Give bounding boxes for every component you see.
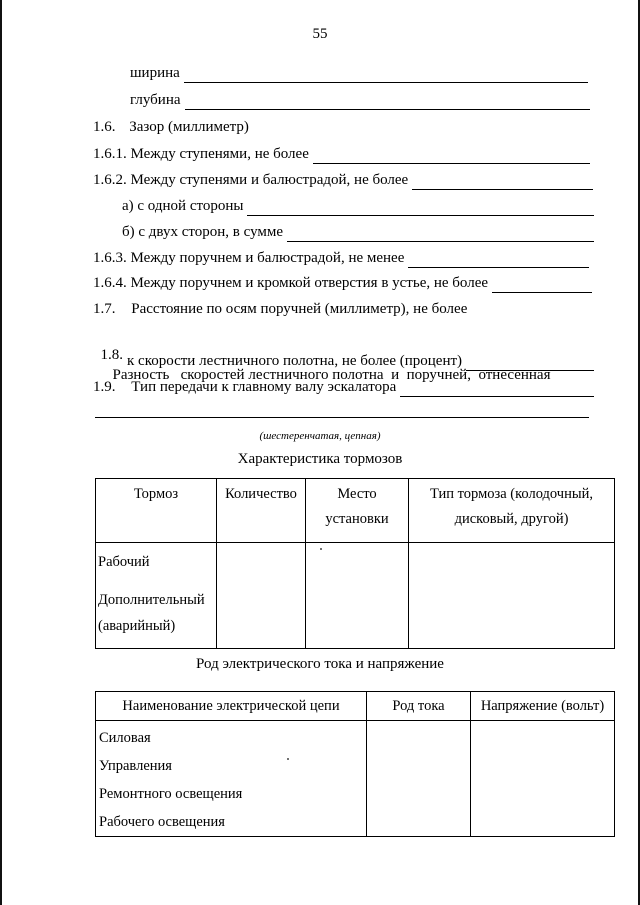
scan-speck	[320, 548, 322, 550]
drive-type-label	[93, 377, 396, 397]
gap-handrail-opening-field	[93, 273, 592, 293]
gap-steps-balustrade-label: 1.6.2. Между ступенями и балюстрадой, не более	[93, 172, 409, 188]
brakes-count-cell[interactable]	[217, 543, 306, 649]
axis-distance-number: 1.7.	[93, 301, 116, 317]
electric-row-work-lighting: Рабочего освещения	[99, 814, 225, 830]
one-side-input-line[interactable]	[247, 201, 594, 216]
one-side-label: а) с одной стороны	[122, 198, 244, 214]
gap-handrail-balustrade-label: 1.6.3. Между поручнем и балюстрадой, не менее	[93, 250, 405, 266]
brakes-table-title: Характеристика тормозов	[237, 451, 403, 467]
gap-number: 1.6.	[93, 119, 116, 135]
gap-steps-input-line[interactable]	[313, 149, 590, 164]
brakes-location-cell[interactable]	[306, 543, 409, 649]
brakes-header-count: Количество	[217, 479, 306, 543]
brakes-type-cell[interactable]	[409, 543, 615, 649]
two-sides-input-line[interactable]	[287, 227, 594, 242]
gap-handrail-opening-label: 1.6.4. Между поручнем и кромкой отверстия в устье, не более	[93, 275, 489, 291]
table-row	[96, 721, 615, 837]
table-row	[96, 543, 615, 649]
depth-input-line[interactable]	[185, 95, 590, 110]
gap-title: Зазор (миллиметр)	[129, 119, 249, 135]
gap-steps-balustrade-input-line[interactable]	[412, 175, 593, 190]
electric-current-cell[interactable]	[367, 721, 471, 837]
electric-voltage-cell[interactable]	[471, 721, 615, 837]
electric-header-voltage: Напряжение (вольт)	[471, 692, 615, 721]
drive-type-extra-line[interactable]	[95, 417, 589, 418]
depth-label: глубина	[130, 92, 181, 108]
gap-handrail-balustrade-field	[93, 248, 589, 268]
electric-row-control: Управления	[99, 758, 172, 774]
electric-header-circuit: Наименование электрической цепи	[96, 692, 367, 721]
gap-heading	[93, 117, 249, 137]
electric-table	[95, 691, 615, 837]
electric-header-current: Род тока	[367, 692, 471, 721]
speed-diff-number: 1.8.	[100, 347, 123, 363]
gap-handrail-opening-input-line[interactable]	[492, 278, 592, 293]
electric-row-power: Силовая	[99, 730, 151, 746]
speed-diff-field	[127, 351, 594, 371]
drive-type-text: Тип передачи к главному валу эскалатора	[131, 379, 397, 395]
width-label: ширина	[130, 65, 180, 81]
speed-diff-input-line[interactable]	[466, 356, 594, 371]
gap-steps-balustrade-field	[93, 170, 593, 190]
brakes-header-type: Тип тормоза (колодочный, дисковый, другой)	[409, 479, 615, 543]
width-input-line[interactable]	[184, 68, 588, 83]
gap-handrail-balustrade-input-line[interactable]	[408, 253, 589, 268]
one-side-field	[122, 196, 594, 216]
electric-names-cell	[96, 721, 367, 837]
scan-speck	[287, 758, 289, 760]
brakes-row-additional: Дополнительный (аварийный)	[98, 592, 205, 634]
brakes-table	[95, 478, 615, 649]
two-sides-field	[122, 222, 594, 242]
drive-type-note: (шестеренчатая, цепная)	[259, 430, 381, 442]
electric-table-title: Род электрического тока и напряжение	[196, 656, 444, 672]
width-field	[130, 63, 588, 83]
gap-steps-label: 1.6.1. Между ступенями, не более	[93, 146, 309, 162]
axis-distance-label: Расстояние по осям поручней (миллиметр), не более	[131, 301, 468, 317]
brakes-header-brake: Тормоз	[96, 479, 217, 543]
electric-header-row	[96, 692, 615, 721]
electric-row-repair-lighting: Ремонтного освещения	[99, 786, 243, 802]
drive-type-field	[93, 377, 594, 397]
depth-field	[130, 90, 590, 110]
speed-diff-line1: Разность скоростей лестничного полотна и поручней, отнесенная	[112, 367, 551, 383]
brakes-header-location: Место установки	[306, 479, 409, 543]
gap-steps-field	[93, 144, 590, 164]
speed-diff-line2: к скорости лестничного полотна, не более (процент)	[127, 353, 463, 369]
brakes-header-row	[96, 479, 615, 543]
two-sides-label: б) с двух сторон, в сумме	[122, 224, 284, 240]
brakes-row-working: Рабочий	[98, 554, 150, 570]
brakes-names-cell	[96, 543, 217, 649]
axis-distance-row	[93, 299, 467, 319]
page-number: 55	[312, 26, 328, 42]
drive-type-input-line[interactable]	[400, 382, 594, 397]
drive-number: 1.9.	[93, 379, 116, 395]
